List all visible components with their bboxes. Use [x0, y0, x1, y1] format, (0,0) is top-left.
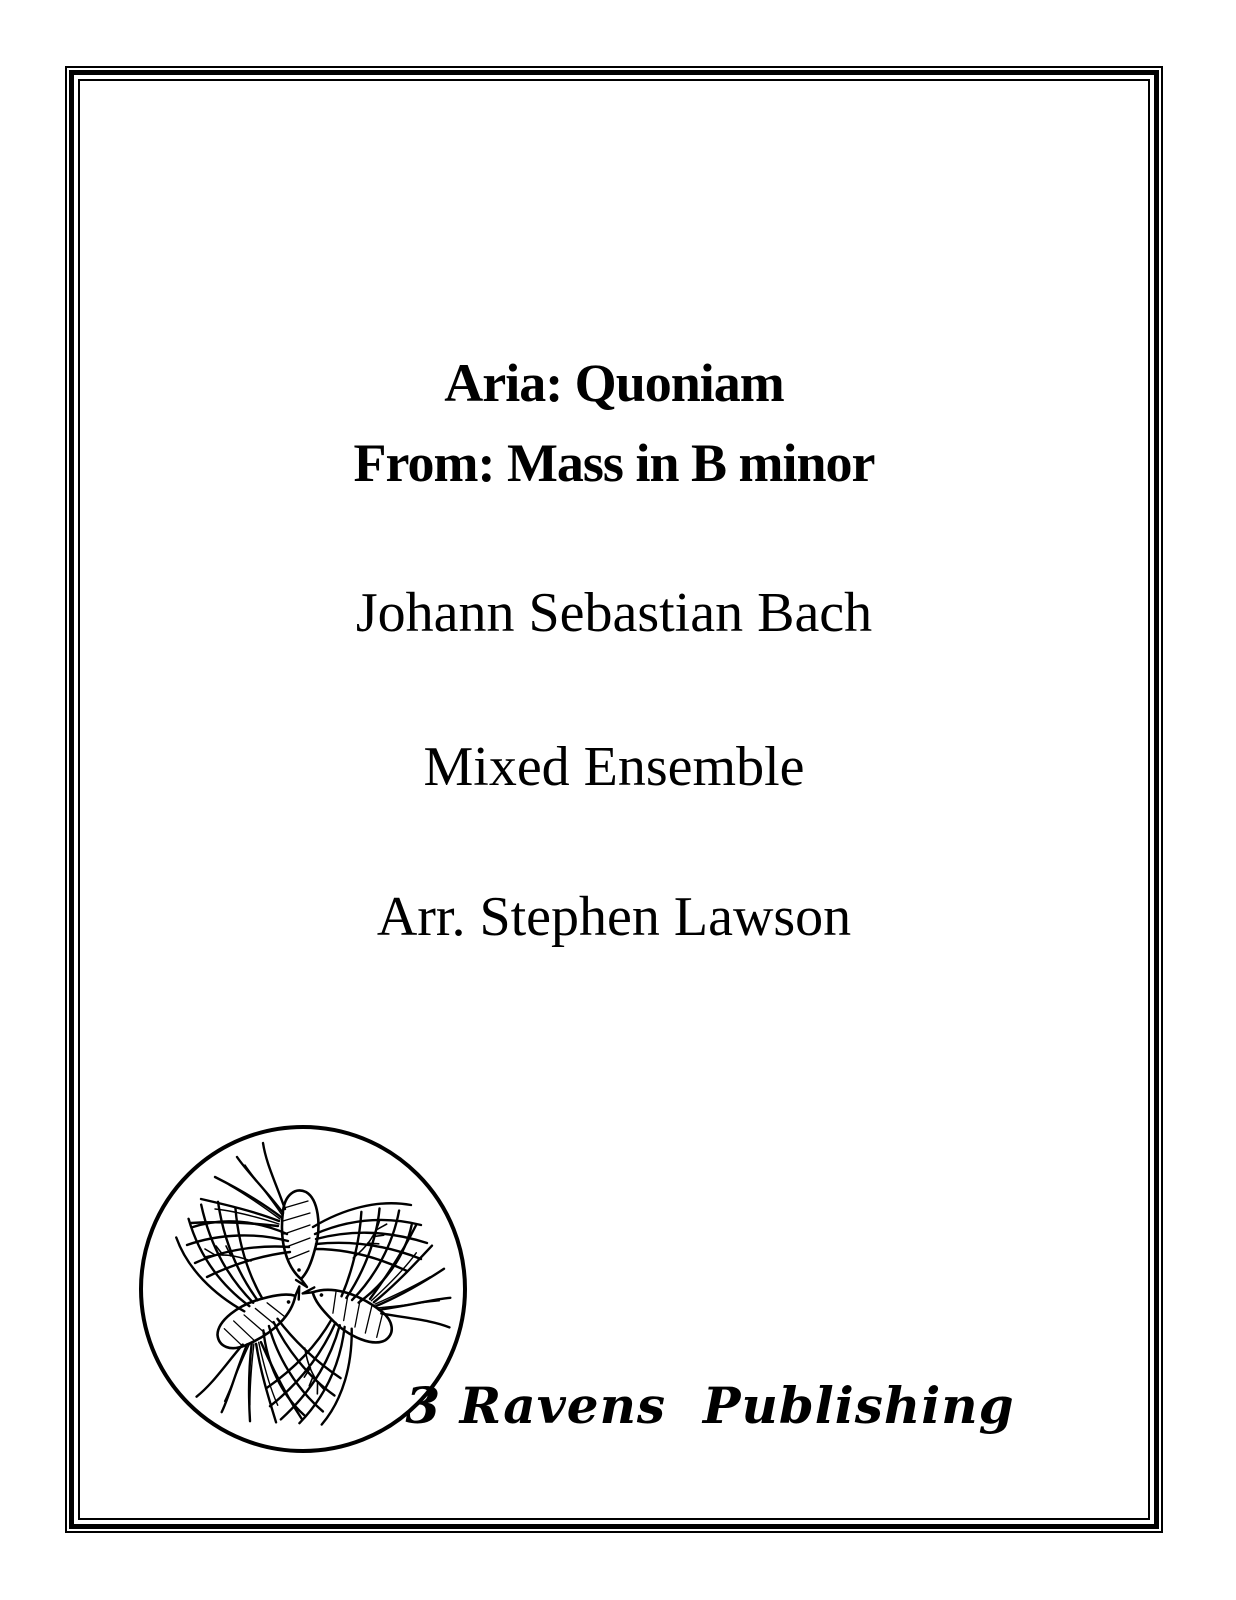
ensemble-name: Mixed Ensemble: [423, 736, 805, 798]
arranger-name: Arr. Stephen Lawson: [376, 886, 852, 948]
composer-name: Johann Sebastian Bach: [355, 582, 873, 644]
work-subtitle: From: Mass in B minor: [353, 433, 875, 493]
raven-top: [187, 1143, 427, 1287]
publisher-name: 3 Ravens Publishing: [405, 1376, 1015, 1435]
work-title: Aria: Quoniam: [444, 353, 784, 413]
